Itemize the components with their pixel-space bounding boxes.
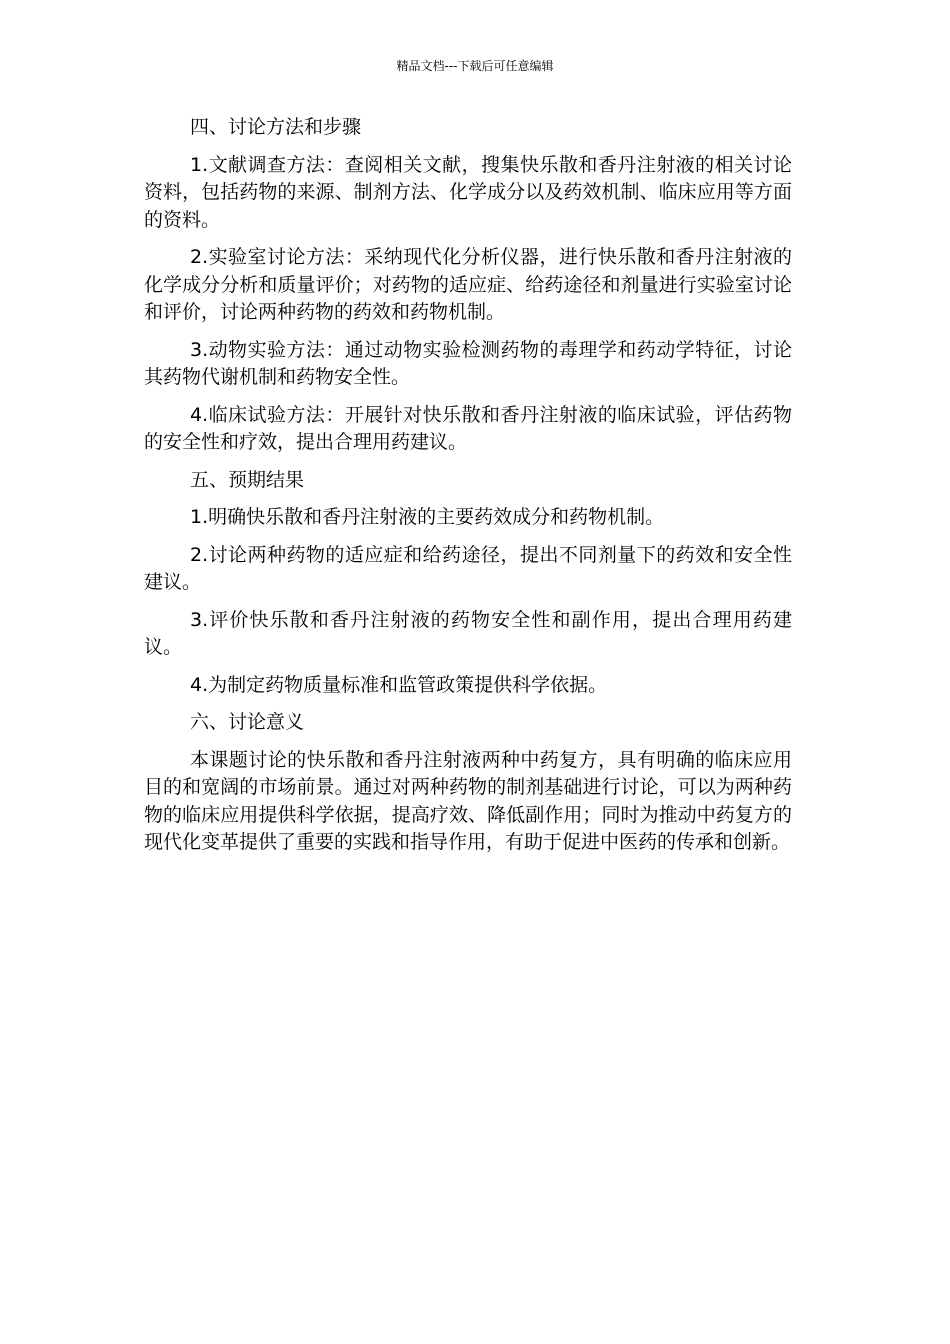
result-item-1: 1.明确快乐散和香丹注射液的主要药效成分和药物机制。 [190, 506, 665, 528]
method-laboratory: 2.实验室讨论方法：采纳现代化分析仪器，进行快乐散和香丹注射液的化学成分分析和质量评价；对药物的适应症、给药途径和剂量进行实验室讨论和评价，讨论两种药物的药效和药物机制。 [144, 246, 792, 323]
section-heading-expected-results: 五、预期结果 [190, 468, 305, 491]
result-item-4: 4.为制定药物质量标准和监管政策提供科学依据。 [190, 673, 608, 696]
document-body [144, 114, 792, 867]
result-item-2: 2.讨论两种药物的适应症和给药途径，提出不同剂量下的药效和安全性建议。 [144, 543, 792, 593]
result-item-3: 3.评价快乐散和香丹注射液的药物安全性和副作用，提出合理用药建议。 [144, 608, 792, 658]
method-clinical: 4.临床试验方法：开展针对快乐散和香丹注射液的临床试验，评估药物的安全性和疗效，提出合理用药建议。 [144, 403, 792, 453]
method-animal: 3.动物实验方法：通过动物实验检测药物的毒理学和药动学特征，讨论其药物代谢机制和药物安全性。 [144, 338, 792, 388]
significance-text: 本课题讨论的快乐散和香丹注射液两种中药复方，具有明确的临床应用目的和宽阔的市场前景。通过对两种药物的制剂基础进行讨论，可以为两种药物的临床应用提供科学依据，提高疗效、降低副作用；同时为推动中药复方的现代化变革提供了重要的实践和指导作用，有助于促进中医药的传承和创新。 [144, 748, 792, 853]
method-literature: 1.文献调查方法：查阅相关文献，搜集快乐散和香丹注射液的相关讨论资料，包括药物的来源、制剂方法、化学成分以及药效机制、临床应用等方面的资料。 [144, 153, 792, 231]
section-heading-significance: 六、讨论意义 [190, 711, 305, 733]
page-header: 精品文档---下载后可任意编辑 [396, 59, 554, 73]
section-heading-methods: 四、讨论方法和步骤 [190, 116, 362, 138]
